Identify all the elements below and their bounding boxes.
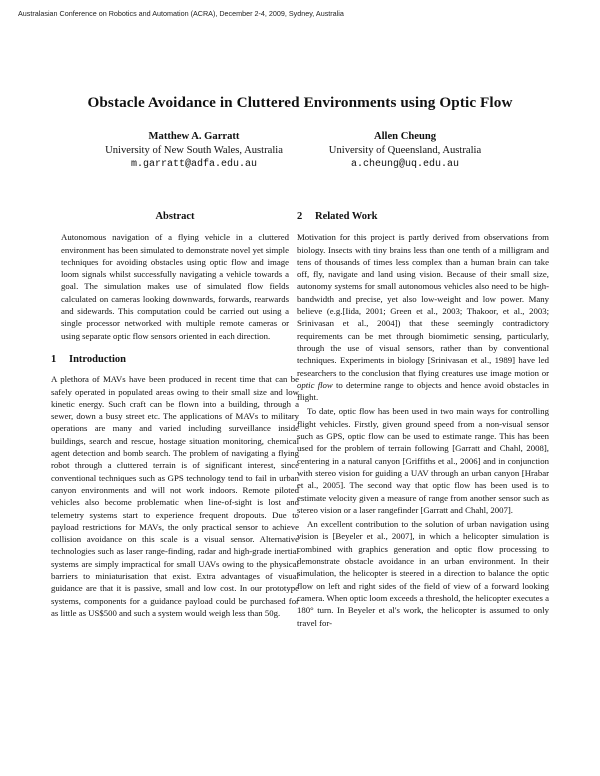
left-column — [51, 208, 299, 619]
author-email: m.garratt@adfa.edu.au — [130, 159, 258, 170]
section-heading-related-work — [297, 211, 549, 223]
paragraph-text: to determine range to objects and hence avoid obstacles in flight. — [297, 379, 549, 403]
section-title: Related Work — [315, 211, 378, 222]
related-work-paragraph-2: To date, optic flow has been used in two main ways for controlling flight vehicles. Firstly, given ground speed from a non-visual sensor such as GPS, optic flow can be used to estimate range. This has been used for the problem of terrain following [Garratt and Chahl, 2008], centering in a natural canyon [Griffiths et al., 2006] and in conjunction with stereo vision for guiding a UAV through an urban canyon [Hrabar et al., 2005]. The second way that optic flow has been used is to estimate velocity given a measure of range from another sensor such as stereo vision or a laser rangefinder [Garratt and Chahl, 2007]. — [297, 406, 549, 515]
author-name: Matthew A. Garratt — [148, 131, 240, 142]
paper-title: Obstacle Avoidance in Cluttered Environments using Optic Flow — [87, 94, 513, 111]
author-block-2 — [315, 130, 495, 172]
author-block-1 — [88, 130, 300, 172]
paragraph-text: Motivation for this project is partly derived from observations from biology. Insects with tiny brains less than one tenth of a milligram and tens of thousands of times less complex than a human brain can take off, fly, navigate and land using vision. Because of their small size, autonomy systems for small autonomous vehicles also need to be high-bandwidth and precise, yet also low-weight and low power. Many believe (e.g.[Iida, 2001; Green et al., 2003; Thakoor, et al., 2003; Srinivasan et al., 2004]) that these seemingly contradictory requirements can be met through biomimetic sensing, particularly, through the use of visual sensors, rather than by conventional techniques. Experiments in biology [Srinivasan et al., 1989] have led researchers to the conclusion that flying creatures use image motion or — [297, 232, 549, 378]
section-heading-introduction — [51, 354, 299, 366]
abstract-heading: Abstract — [155, 211, 195, 222]
section-number: 1 — [51, 353, 57, 365]
author-affiliation: University of Queensland, Australia — [328, 145, 482, 156]
conference-header: Australasian Conference on Robotics and Automation (ACRA), December 2-4, 2009, Sydney, Australia — [18, 9, 344, 18]
section-title: Introduction — [69, 353, 126, 365]
author-name: Allen Cheung — [373, 131, 437, 142]
emphasized-term: optic flow — [297, 379, 333, 390]
author-affiliation: University of New South Wales, Australia — [105, 145, 283, 156]
author-email: a.cheung@uq.edu.au — [350, 159, 460, 170]
introduction-paragraph: A plethora of MAVs have been produced in recent time that can be safely operated in populated areas owing to their small size and low kinetic energy. Such craft can be flown into a building, through a sewer, down a busy street etc. The applications of MAVs to military operations are many and varied including surveillance inside buildings, search and rescue, hostage situation monitoring, chemical agent detection and bomb search. The problem of navigating a flying robot through a cluttered terrain is of significant interest, since conventional techniques such as GPS technology tend to fail in urban canyon environments and will not work indoors. Remote piloted vehicles also become problematic when line-of-sight is lost and telemetry systems start to experience frequent dropouts. Due to payload restrictions for MAVs, the only practical sensor to achieve collision avoidance on this scale is a visual sensor. Alternative technologies such as laser range-finding, radar and high-grade inertial systems are simply impractical for small UAVs owing to the physical barriers to miniaturisation that exist. Extra advantages of visual guidance are that it is passive, small and low cost. In our prototype systems, components for a guidance payload could be purchased for as little as US$500 and such a system would weigh less than 50g. — [51, 374, 299, 618]
abstract-text: Autonomous navigation of a flying vehicle in a cluttered environment has been simulated to demonstrate novel yet simple techniques for avoiding obstacles using optic flow and image loom signals whilst successfully navigating a vehicle towards a goal. The simulation makes use of simulated flow fields calculated on cameras looking downwards, forwards, rearwards and sidewards. This computation could be carried out using a single processor networked with multiple remote cameras or using separate optic flow sensors oriented in each direction. — [61, 232, 289, 341]
section-number: 2 — [297, 211, 303, 222]
related-work-paragraph-1 — [297, 231, 549, 403]
related-work-paragraph-3: An excellent contribution to the solution of urban navigation using vision is [Beyeler et al., 2007], in which a helicopter simulation is combined with graphics generation and optic flow processing to demonstrate obstacle avoidance in an urban environment. In their simulation, the helicopter is steered in a direction to balance the optic flow on left and right sides of the field of view of a forward looking camera. When optic loom exceeds a threshold, the helicopter executes a 180° turn. In Beyeler et al's work, the helicopter is assumed to only travel for- — [297, 519, 549, 628]
right-column — [297, 208, 549, 629]
